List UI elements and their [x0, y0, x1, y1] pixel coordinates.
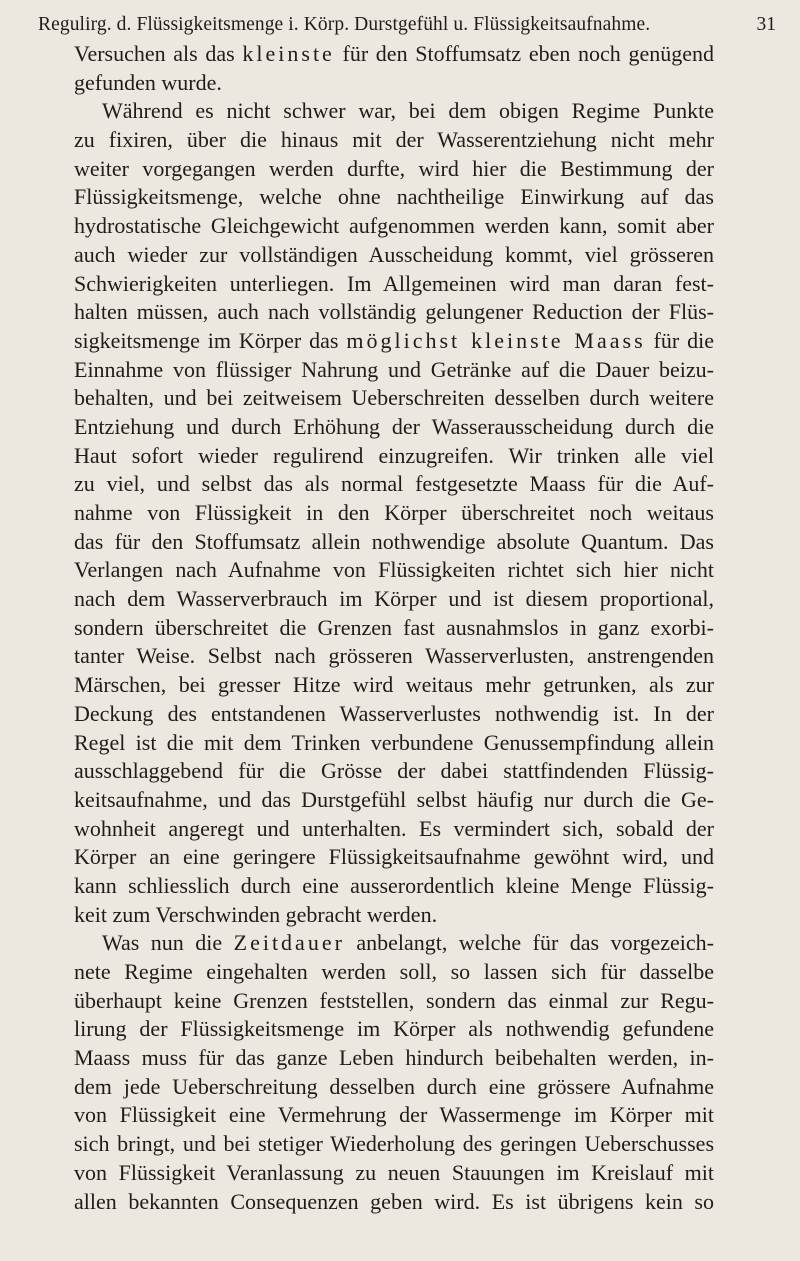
text-line: [74, 1101, 714, 1130]
text-segment: ausschlaggebend für die Grösse der dabei stattfindenden Flüssig-: [74, 758, 714, 784]
text-segment: zu viel, und selbst das als normal festgesetzte Maass für die Auf-: [74, 471, 714, 497]
text-line: [74, 413, 714, 442]
text-line: [74, 815, 714, 844]
text-segment: Deckung des entstandenen Wasserverlustes nothwendig ist. In der: [74, 700, 714, 726]
text-line: [74, 241, 714, 270]
text-segment: lirung der Flüssigkeitsmenge im Körper als nothwendig gefundene: [74, 1016, 714, 1042]
text-segment: keitsaufnahme, und das Durstgefühl selbst häufig nur durch die Ge-: [74, 786, 714, 812]
text-segment: sich bringt, und bei stetiger Wiederholung des geringen Ueberschusses: [74, 1131, 714, 1157]
text-line: [74, 327, 714, 356]
text-segment: hydrostatische Gleichgewicht aufgenommen werden kann, somit aber: [74, 213, 714, 239]
text-line: [74, 556, 714, 585]
text-segment: nach dem Wasserverbrauch im Körper und ist diesem proportional,: [74, 586, 714, 612]
text-line: [74, 757, 714, 786]
text-segment: auch wieder zur vollständigen Ausscheidung kommt, viel grösseren: [74, 241, 714, 267]
text-segment: für den Stoffumsatz eben noch genügend: [334, 41, 714, 66]
body-text: [74, 40, 714, 1216]
text-line: [74, 929, 714, 958]
text-segment: Maass muss für das ganze Leben hindurch beibehalten werden, in-: [74, 1045, 714, 1071]
text-line: [74, 671, 714, 700]
text-line: [74, 843, 714, 872]
text-line: [74, 528, 714, 557]
text-line: [74, 786, 714, 815]
text-segment: Körper an eine geringere Flüssigkeitsaufnahme gewöhnt wird, und: [74, 844, 714, 870]
text-segment: keit zum Verschwinden gebracht werden.: [74, 901, 438, 927]
text-segment: zu fixiren, über die hinaus mit der Wasserentziehung nicht mehr: [74, 127, 714, 153]
text-line: [74, 700, 714, 729]
text-segment: anbelangt, welche für das vorgezeich-: [344, 930, 714, 956]
text-segment: Schwierigkeiten unterliegen. Im Allgemeinen wird man daran fest-: [74, 270, 714, 296]
text-segment: halten müssen, auch nach vollständig gelungener Reduction der Flüs-: [74, 299, 714, 325]
text-line: [74, 987, 714, 1016]
text-line: [74, 1159, 714, 1188]
text-line: [74, 499, 714, 528]
emphasized-text: kleinste: [242, 41, 335, 66]
text-segment: Während es nicht schwer war, bei dem obigen Regime Punkte: [102, 98, 714, 124]
text-line: [74, 69, 714, 98]
running-head: Regulirg. d. Flüssigkeitsmenge i. Körp. Durstgefühl u. Flüssigkeitsaufnahme.: [38, 14, 651, 35]
text-segment: nahme von Flüssigkeit in den Körper überschreitet noch weitaus: [74, 500, 714, 525]
text-line: [74, 1188, 714, 1217]
text-segment: Märschen, bei gresser Hitze wird weitaus mehr getrunken, als zur: [74, 672, 714, 698]
text-line: [74, 356, 714, 385]
text-line: [74, 384, 714, 413]
text-segment: von Flüssigkeit Veranlassung zu neuen Stauungen im Kreislauf mit: [74, 1159, 714, 1185]
text-segment: nete Regime eingehalten werden soll, so lassen sich für dasselbe: [74, 959, 714, 984]
text-line: [74, 470, 714, 499]
text-segment: sondern überschreitet die Grenzen fast ausnahmslos in ganz exorbi-: [74, 614, 714, 640]
text-line: [74, 1073, 714, 1102]
text-segment: allen bekannten Consequenzen geben wird. Es ist übrigens kein so: [74, 1188, 714, 1214]
text-segment: Haut sofort wieder regulirend einzugreifen. Wir trinken alle viel: [74, 442, 714, 468]
text-segment: kann schliesslich durch eine ausserordentlich kleine Menge Flüssig-: [74, 872, 714, 898]
text-segment: behalten, und bei zeitweisem Ueberschreiten desselben durch weitere: [74, 385, 714, 411]
text-segment: von Flüssigkeit eine Vermehrung der Wassermenge im Körper mit: [74, 1102, 714, 1128]
text-segment: sigkeitsmenge im Körper das: [74, 327, 347, 353]
text-line: [74, 729, 714, 758]
text-line: [74, 298, 714, 327]
text-segment: weiter vorgegangen werden durfte, wird hier die Bestimmung der: [74, 155, 714, 181]
text-segment: Was nun die: [102, 930, 234, 956]
text-line: [74, 270, 714, 299]
text-segment: Entziehung und durch Erhöhung der Wasserausscheidung durch die: [74, 413, 714, 439]
text-line: [74, 585, 714, 614]
text-line: [74, 183, 714, 212]
text-line: [74, 40, 714, 69]
text-segment: gefunden wurde.: [74, 69, 222, 95]
page-number: 31: [756, 14, 776, 35]
text-line: [74, 1015, 714, 1044]
emphasized-text: möglichst kleinste Maass: [346, 327, 646, 353]
text-segment: wohnheit angeregt und unterhalten. Es vermindert sich, sobald der: [74, 815, 714, 841]
text-line: [74, 155, 714, 184]
text-segment: Verlangen nach Aufnahme von Flüssigkeiten richtet sich hier nicht: [74, 557, 714, 583]
text-segment: tanter Weise. Selbst nach grösseren Wasserverlusten, anstrengenden: [74, 643, 714, 669]
text-line: [74, 872, 714, 901]
text-line: [74, 212, 714, 241]
text-segment: überhaupt keine Grenzen feststellen, sondern das einmal zur Regu-: [74, 987, 714, 1013]
text-line: [74, 1130, 714, 1159]
text-line: [74, 1044, 714, 1073]
text-line: [74, 126, 714, 155]
text-line: [74, 958, 714, 987]
text-segment: für die: [645, 327, 714, 353]
text-segment: Regel ist die mit dem Trinken verbundene Genussempfindung allein: [74, 729, 714, 755]
text-line: [74, 642, 714, 671]
text-line: [74, 614, 714, 643]
text-line: [74, 901, 714, 930]
text-segment: dem jede Ueberschreitung desselben durch eine grössere Aufnahme: [74, 1073, 714, 1099]
text-segment: das für den Stoffumsatz allein nothwendige absolute Quantum. Das: [74, 528, 714, 554]
emphasized-text: Zeitdauer: [233, 930, 345, 956]
text-segment: Versuchen als das: [74, 41, 243, 66]
text-segment: Flüssigkeitsmenge, welche ohne nachtheilige Einwirkung auf das: [74, 184, 714, 210]
text-segment: Einnahme von flüssiger Nahrung und Getränke auf die Dauer beizu-: [74, 356, 714, 382]
text-line: [74, 97, 714, 126]
text-line: [74, 442, 714, 471]
